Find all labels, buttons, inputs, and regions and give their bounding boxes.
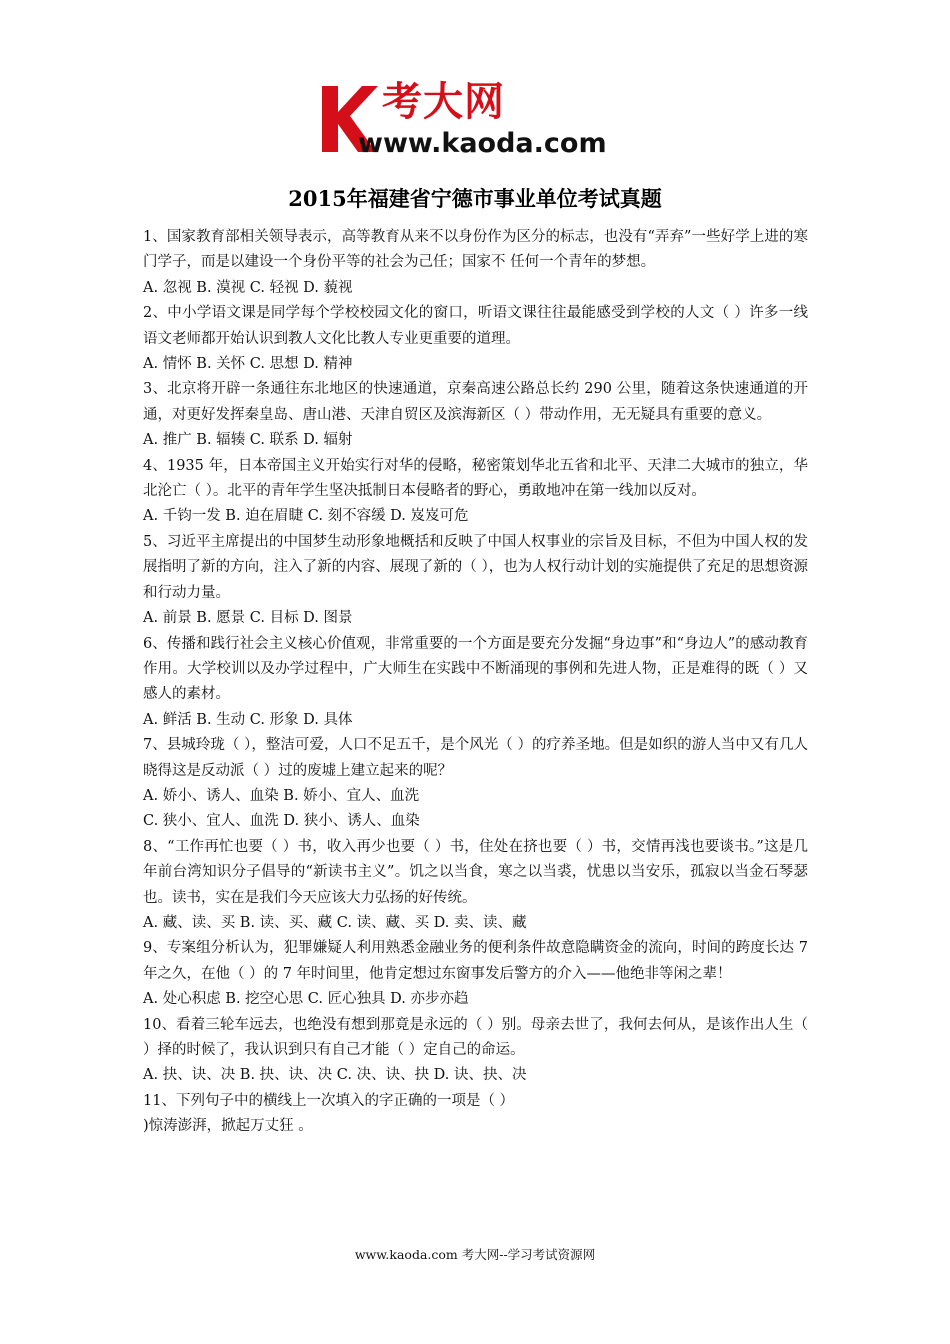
question-9-options: A. 处心积虑 B. 挖空心思 C. 匠心独具 D. 亦步亦趋 [143, 991, 469, 1008]
question-2-options: A. 情怀 B. 关怀 C. 思想 D. 精神 [143, 356, 353, 373]
question-1-text: 1、国家教育部相关领导表示，高等教育从来不以身份作为区分的标志，也没有“弄弃”一些好学上进的寒门学子，而是以建设一个身份平等的社会为己任；国家不 任何一个青年的梦想。 [143, 229, 808, 271]
logo-chinese-text: 考大网 [382, 79, 505, 125]
question-8-options: A. 藏、读、买 B. 读、买、藏 C. 读、藏、买 D. 卖、读、藏 [143, 914, 527, 931]
question-7-options-cd: C. 狭小、宜人、血洗 D. 狭小、诱人、血染 [143, 813, 420, 830]
page-footer: www.kaoda.com 考大网--学习考试资源网 [354, 1247, 596, 1262]
question-5-text: 5、习近平主席提出的中国梦生动形象地概括和反映了中国人权事业的宗旨及目标，不但为中国人权的发展指明了新的方向，注入了新的内容、展现了新的（ ），也为人权行动计划的实施提供了充足的思想资源和行动力量。 [143, 533, 808, 601]
question-1-options: A. 忽视 B. 漠视 C. 轻视 D. 藐视 [143, 279, 353, 296]
question-7-text: 7、县城玲珑（ ），整洁可爱，人口不足五千，是个风光（ ）的疗养圣地。但是如织的游人当中又有几人晓得这是反动派（ ）过的废墟上建立起来的呢？ [143, 737, 808, 779]
logo-url-text: www.kaoda.com [358, 128, 607, 159]
question-3-options: A. 推广 B. 辐辏 C. 联系 D. 辐射 [143, 432, 353, 449]
question-4-text: 4、1935 年，日本帝国主义开始实行对华的侵略，秘密策划华北五省和北平、天津二大城市的独立，华北沦亡（ ）。北平的青年学生坚决抵制日本侵略者的野心，勇敢地冲在第一线加以反对。 [143, 457, 808, 500]
question-11-sentence: )惊涛澎湃，掀起万丈狂 。 [143, 1118, 313, 1135]
document-title: 2015年福建省宁德市事业单位考试真题 [288, 186, 662, 211]
question-4-options: A. 千钧一发 B. 迫在眉睫 C. 刻不容缓 D. 岌岌可危 [143, 508, 469, 525]
question-3-text: 3、北京将开辟一条通往东北地区的快速通道，京秦高速公路总长约 290 公里，随着这条快速通道的开通，对更好发挥秦皇岛、唐山港、天津自贸区及滨海新区（ ）带动作用，无无疑具有重要的意义。 [143, 381, 808, 423]
question-9-text: 9、专案组分析认为，犯罪嫌疑人利用熟悉金融业务的便利条件故意隐瞒资金的流向，时间的跨度长达 7 年之久，在他（ ）的 7 年时间里，他肯定想过东窗事发后警方的介入——他绝非等闲之辈！ [143, 940, 808, 982]
question-5-options: A. 前景 B. 愿景 C. 目标 D. 图景 [143, 610, 353, 627]
question-2-text: 2、中小学语文课是同学每个学校校园文化的窗口，听语文课往往最能感受到学校的人文（ ）许多一线语文老师都开始认识到教人文化比教人专业更重要的道理。 [143, 305, 808, 347]
question-8-text: 8、“工作再忙也要（ ）书，收入再少也要（ ）书，住处在挤也要（ ）书，交情再浅也要谈书。”这是几年前台湾知识分子倡导的“新读书主义”。饥之以当食，寒之以当裘，忧患以当安乐，孤寂以当金石琴瑟也。读书，实在是我们今天应该大力弘扬的好传统。 [143, 838, 808, 906]
question-6-text: 6、传播和践行社会主义核心价值观，非常重要的一个方面是要充分发掘“身边事”和“身边人”的感动教育作用。大学校训以及办学过程中，广大师生在实践中不断涌现的事例和先进人物，正是难得的既（ ）又感人的素材。 [143, 635, 808, 703]
document-body [143, 225, 808, 1140]
question-7-options-ab: A. 娇小、诱人、血染 B. 娇小、宜人、血洗 [143, 787, 420, 804]
question-11-text: 11、下列句子中的横线上一次填入的字正确的一项是（ ） [143, 1092, 515, 1109]
kaoda-logo[interactable] [318, 79, 638, 162]
question-10-text: 10、看着三轮车远去，也绝没有想到那竟是永远的（ ）别。母亲去世了，我何去何从，是该作出人生（ ）择的时候了，我认识到只有自己才能（ ）定自己的命运。 [143, 1016, 808, 1058]
question-6-options: A. 鲜活 B. 生动 C. 形象 D. 具体 [143, 711, 353, 728]
question-10-options: A. 抉、诀、决 B. 抉、诀、决 C. 决、诀、抉 D. 诀、抉、决 [143, 1067, 527, 1084]
